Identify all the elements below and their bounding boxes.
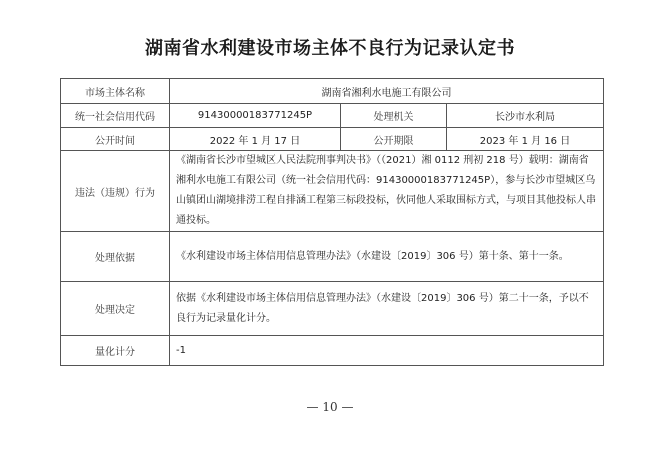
table-row xyxy=(61,79,604,104)
credit-code-value: 91430000183771245P xyxy=(170,104,341,128)
authority-value: 长沙市水利局 xyxy=(447,104,604,128)
score-value: -1 xyxy=(170,336,604,366)
table-row xyxy=(61,104,604,128)
table-row xyxy=(61,128,604,151)
score-label: 量化计分 xyxy=(61,336,170,366)
decision-text: 依据《水利建设市场主体信用信息管理办法》（水建设〔2019〕306 号）第二十一条，予以不良行为记录量化计分。 xyxy=(170,282,604,336)
entity-name-label: 市场主体名称 xyxy=(61,79,170,104)
table-row xyxy=(61,232,604,282)
violation-text: 《湖南省长沙市望城区人民法院刑事判决书》（（2021）湘 0112 刑初 218 号）载明：湖南省湘利水电施工有限公司（统一社会信用代码：91430000183771245P），参与长沙市望城区乌山镇团山湖境排涝工程自排涵工程第三标段投标，伙同他人采取围标方式，与项目其他投标人串通投标。 xyxy=(170,151,604,232)
publish-time-value: 2022 年 1 月 17 日 xyxy=(170,128,341,151)
publish-period-label: 公开期限 xyxy=(341,128,447,151)
table-row xyxy=(61,336,604,366)
violation-label: 违法（违规）行为 xyxy=(61,151,170,232)
page-number: — 10 — xyxy=(306,400,354,414)
publish-time-label: 公开时间 xyxy=(61,128,170,151)
basis-label: 处理依据 xyxy=(61,232,170,282)
record-table xyxy=(60,78,604,366)
document-title: 湖南省水利建设市场主体不良行为记录认定书 xyxy=(145,38,515,59)
credit-code-label: 统一社会信用代码 xyxy=(61,104,170,128)
publish-period-value: 2023 年 1 月 16 日 xyxy=(447,128,604,151)
table-row xyxy=(61,151,604,232)
table-row xyxy=(61,282,604,336)
decision-label: 处理决定 xyxy=(61,282,170,336)
basis-text: 《水利建设市场主体信用信息管理办法》（水建设〔2019〕306 号）第十条、第十一条。 xyxy=(170,232,604,282)
authority-label: 处理机关 xyxy=(341,104,447,128)
entity-name-value: 湖南省湘利水电施工有限公司 xyxy=(170,79,604,104)
